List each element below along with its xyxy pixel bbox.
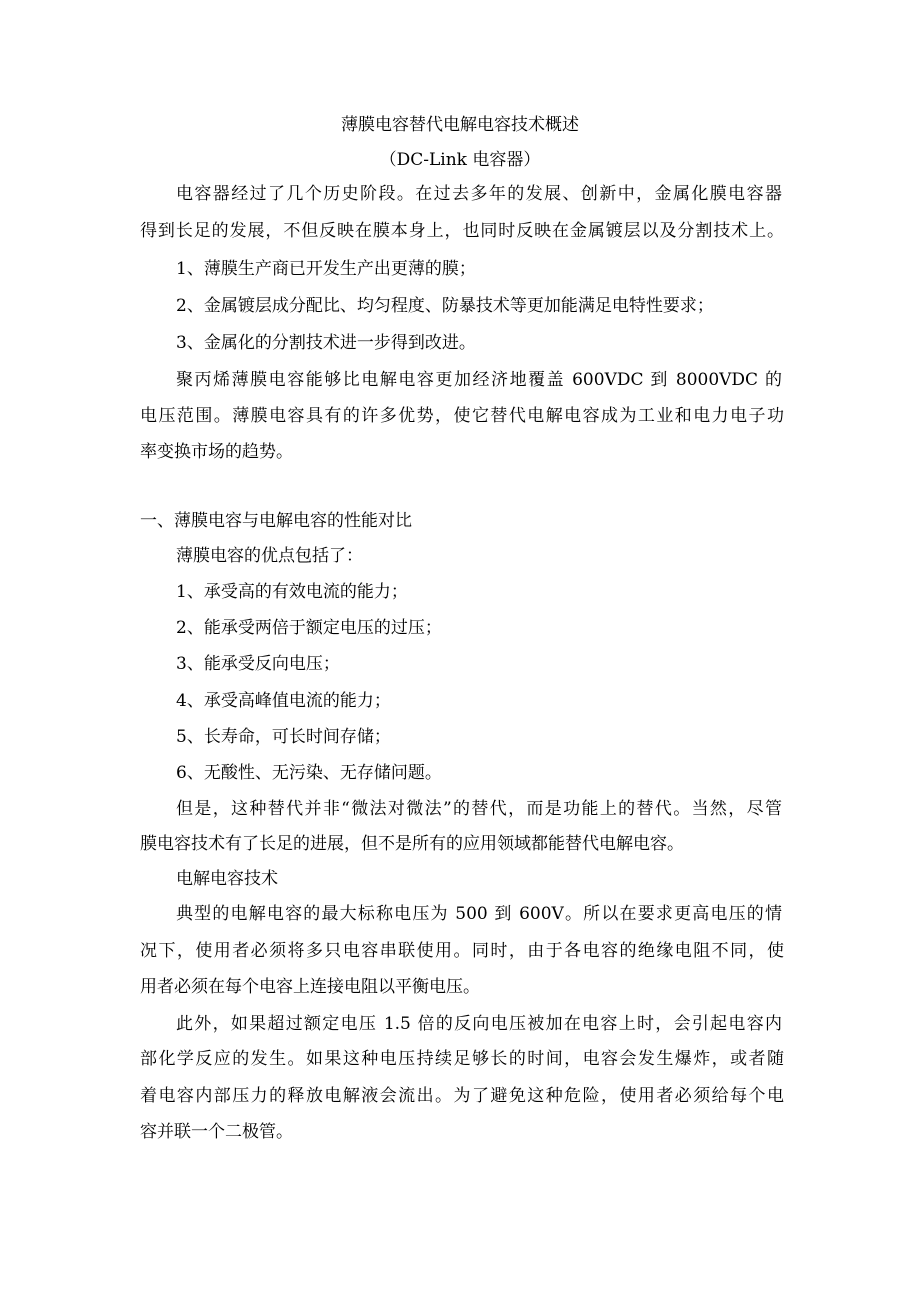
advantage-item-1: 1、承受高的有效电流的能力； <box>176 582 408 602</box>
however-line-1: 但是，这种替代并非“微法对微法”的替代，而是功能上的替代。当然，尽管 <box>176 799 782 819</box>
document-subtitle: （DC-Link 电容器） <box>379 150 541 170</box>
advantage-item-4: 4、承受高峰值电流的能力； <box>176 691 391 711</box>
section-heading: 一、薄膜电容与电解电容的性能对比 <box>140 511 412 531</box>
document-title: 薄膜电容替代电解电容技术概述 <box>341 115 579 135</box>
subheading: 电解电容技术 <box>176 869 278 889</box>
advantage-item-3: 3、能承受反向电压； <box>176 654 340 674</box>
besides-line-3: 着电容内部压力的释放电解液会流出。为了避免这种危险，使用者必须给每个电 <box>140 1086 784 1106</box>
besides-line-4: 容并联一个二极管。 <box>140 1122 293 1142</box>
however-line-2: 膜电容技术有了长足的进展，但不是所有的应用领域都能替代电解电容。 <box>140 834 684 854</box>
besides-line-2: 部化学反应的发生。如果这种电压持续足够长的时间，电容会发生爆炸，或者随 <box>140 1049 784 1069</box>
typical-line-1: 典型的电解电容的最大标称电压为 500 到 600V。所以在要求更高电压的情 <box>176 904 782 924</box>
typical-line-2: 况下，使用者必须将多只电容串联使用。同时，由于各电容的绝缘电阻不同，使 <box>140 941 784 961</box>
voltage-para-line-1: 聚丙烯薄膜电容能够比电解电容更加经济地覆盖 600VDC 到 8000VDC 的 <box>176 370 782 390</box>
voltage-para-line-3: 率变换市场的趋势。 <box>140 442 293 462</box>
advantage-item-6: 6、无酸性、无污染、无存储问题。 <box>176 763 442 783</box>
improvement-item-2: 2、金属镀层成分配比、均匀程度、防暴技术等更加能满足电特性要求； <box>176 296 714 316</box>
advantage-item-5: 5、长寿命，可长时间存储； <box>176 727 391 747</box>
intro-line-1: 电容器经过了几个历史阶段。在过去多年的发展、创新中，金属化膜电容器 <box>176 184 782 204</box>
voltage-para-line-2: 电压范围。薄膜电容具有的许多优势，使它替代电解电容成为工业和电力电子功 <box>140 406 784 426</box>
improvement-item-3: 3、金属化的分割技术进一步得到改进。 <box>176 333 476 353</box>
besides-line-1: 此外，如果超过额定电压 1.5 倍的反向电压被加在电容上时，会引起电容内 <box>176 1014 782 1034</box>
intro-line-2: 得到长足的发展，不但反映在膜本身上，也同时反映在金属镀层以及分割技术上。 <box>140 221 784 241</box>
improvement-item-1: 1、薄膜生产商已开发生产出更薄的膜； <box>176 259 476 279</box>
advantages-intro: 薄膜电容的优点包括了： <box>176 546 363 566</box>
advantage-item-2: 2、能承受两倍于额定电压的过压； <box>176 618 442 638</box>
typical-line-3: 用者必须在每个电容上连接电阻以平衡电压。 <box>140 977 480 997</box>
